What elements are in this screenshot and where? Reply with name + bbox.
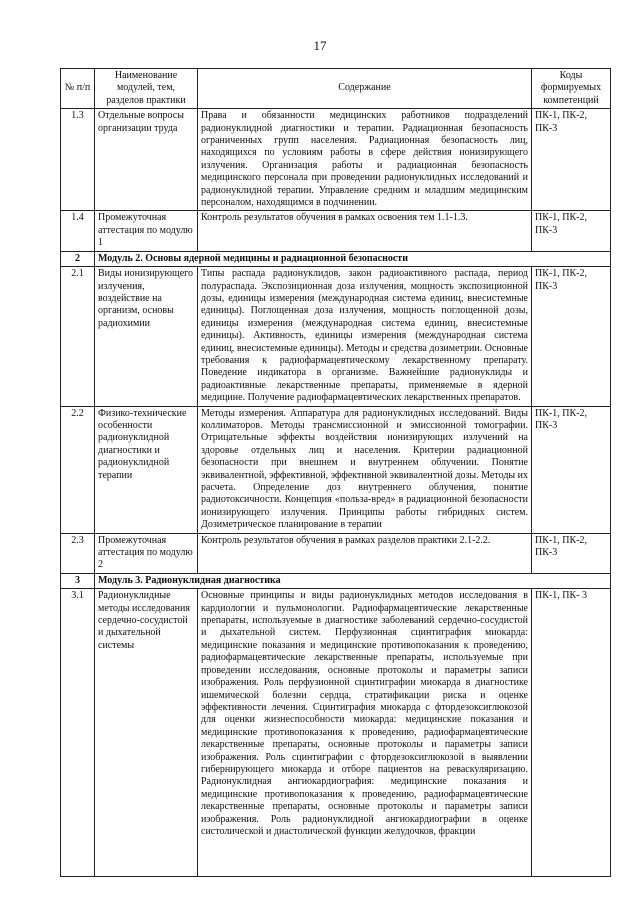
row-num: 2.3 xyxy=(61,533,95,573)
row-module: Промежуточная аттестация по модулю 1 xyxy=(95,211,198,251)
row-num: 1.4 xyxy=(61,211,95,251)
table-row xyxy=(61,211,611,251)
row-module: Радионуклидные методы исследования сердечно-сосудистой и дыхательной системы xyxy=(95,589,198,877)
row-content-text: Основные принципы и виды радионуклидных методов исследования в кардиологии и пульмонологии. Радиофармацевтические лекарственные препараты, используемые в диагностике заболеваний сердечно-сосудистой и дыхательной систем. Перфузионная сцинтиграфия миокарда: медицинские показания и медицинские противопоказания к проведению, радиофармацевтические лекарственные препараты, используемые при проведении исследования, основные протоколы и параметры записи изображения. Роль перфузионной сцинтиграфии миокарда в диагностике ишемической болезни сердца, стратификации риска и оценке эффективности лечения. Сцинтиграфия миокарда с фтордезоксиглюкозой для оценки жизнеспособности миокарда: медицинские показания и медицинские противопоказания к проведению, радиофармацевтические лекарственные препараты, основные протоколы и параметры записи изображения. Роль сцинтиграфии с фтордезоксиглюкозой в выявлении гибернирующего миокарда и отборе пациентов на реваскуляризацию. Радионуклидная ангиокардиография: медицинские показания и медицинские противопоказания к проведению, радиофармацевтические лекарственные препараты, основные протоколы и параметры записи изображения. Роль радионуклидной ангиокардиографии в оценке систолической и диастолической функции желудочков, фракции xyxy=(201,590,528,837)
row-module: Виды ионизирующего излучения, воздействие на организм, основы радиохимии xyxy=(95,267,198,406)
table-row xyxy=(61,589,611,877)
row-num: 3.1 xyxy=(61,589,95,877)
row-competencies: ПК-1, ПК-2, ПК-3 xyxy=(532,267,611,406)
header-content: Содержание xyxy=(198,69,532,109)
row-competencies: ПК-1, ПК-2, ПК-3 xyxy=(532,533,611,573)
section-title: Модуль 2. Основы ядерной медицины и радиационной безопасности xyxy=(95,251,611,266)
row-module: Физико-технические особенности радионуклидной диагностики и радионуклидной терапии xyxy=(95,406,198,533)
row-num: 2.2 xyxy=(61,406,95,533)
header-module: Наименование модулей, тем, разделов практики xyxy=(95,69,198,109)
section-num: 2 xyxy=(61,251,95,266)
row-competencies: ПК-1, ПК-2, ПК-3 xyxy=(532,406,611,533)
row-num: 1.3 xyxy=(61,109,95,211)
section-row xyxy=(61,573,611,588)
section-num: 3 xyxy=(61,573,95,588)
row-competencies: ПК-1, ПК- 3 xyxy=(532,589,611,877)
row-content: Контроль результатов обучения в рамках разделов практики 2.1-2.2. xyxy=(198,533,532,573)
row-num: 2.1 xyxy=(61,267,95,406)
row-module: Промежуточная аттестация по модулю 2 xyxy=(95,533,198,573)
row-content: Методы измерения. Аппаратура для радионуклидных исследований. Виды коллиматоров. Методы трансмиссионной и эмиссионной томографии. Отрицательные эффекты воздействия ионизирующих излучений на здоровье отдельных лиц и населения. Критерии радиационной безопасности при внешнем и внутреннем облучении. Понятие эквивалентной, эффективной, эффективной эквивалентной дозы. Методы их расчета. Определение доз внутреннего облучения, понятие радиотоксичности. Концепция «польза-вред» в радиационной безопасности ионизирующего излучения. Принципы работы гибридных систем. Дозиметрическое планирование в терапии xyxy=(198,406,532,533)
table-row xyxy=(61,533,611,573)
table-row xyxy=(61,406,611,533)
row-content: Типы распада радионуклидов, закон радиоактивного распада, период полураспада. Экспозиционная доза излучения, мощность экспозиционной дозы, единицы измерения (международная система единиц, внесистемные единицы). Поглощенная доза излучения, мощность поглощенной дозы, единицы измерения (международная система единиц, внесистемные единицы). Активность, единицы измерения (международная система единиц, внесистемные единицы). Методы и средства дозиметрии. Основные требования к радиофармацевтическому лекарственному препарату. Поведение индикатора в организме. Важнейшие радионуклиды и радиоактивные лекарственные препараты, применяемые в ядерной медицине. Получение радиофармацевтических лекарственных препаратов. xyxy=(198,267,532,406)
curriculum-table xyxy=(60,68,611,877)
header-num: № п/п xyxy=(61,69,95,109)
table-row xyxy=(61,267,611,406)
row-competencies: ПК-1, ПК-2, ПК-3 xyxy=(532,109,611,211)
table-row xyxy=(61,109,611,211)
row-competencies: ПК-1, ПК-2, ПК-3 xyxy=(532,211,611,251)
section-title: Модуль 3. Радионуклидная диагностика xyxy=(95,573,611,588)
row-content xyxy=(198,589,532,877)
row-content: Контроль результатов обучения в рамках освоения тем 1.1-1.3. xyxy=(198,211,532,251)
row-module: Отдельные вопросы организации труда xyxy=(95,109,198,211)
page-number: 17 xyxy=(313,38,327,53)
header-competencies: Коды формируемых компетенций xyxy=(532,69,611,109)
section-row xyxy=(61,251,611,266)
row-content: Права и обязанности медицинских работников подразделений радионуклидной диагностики и терапии. Радиационная безопасность ограниченных групп населения. Радиационная безопасность лиц, находящихся по условиям работы в сфере действия ионизирующего излучения. Организация работы и радиационная безопасность медицинского персонала при проведении радионуклидных исследований и радионуклидной терапии. Управление средним и младшим медицинским персоналом, находящимся в подчинении. xyxy=(198,109,532,211)
table-header-row xyxy=(61,69,611,109)
